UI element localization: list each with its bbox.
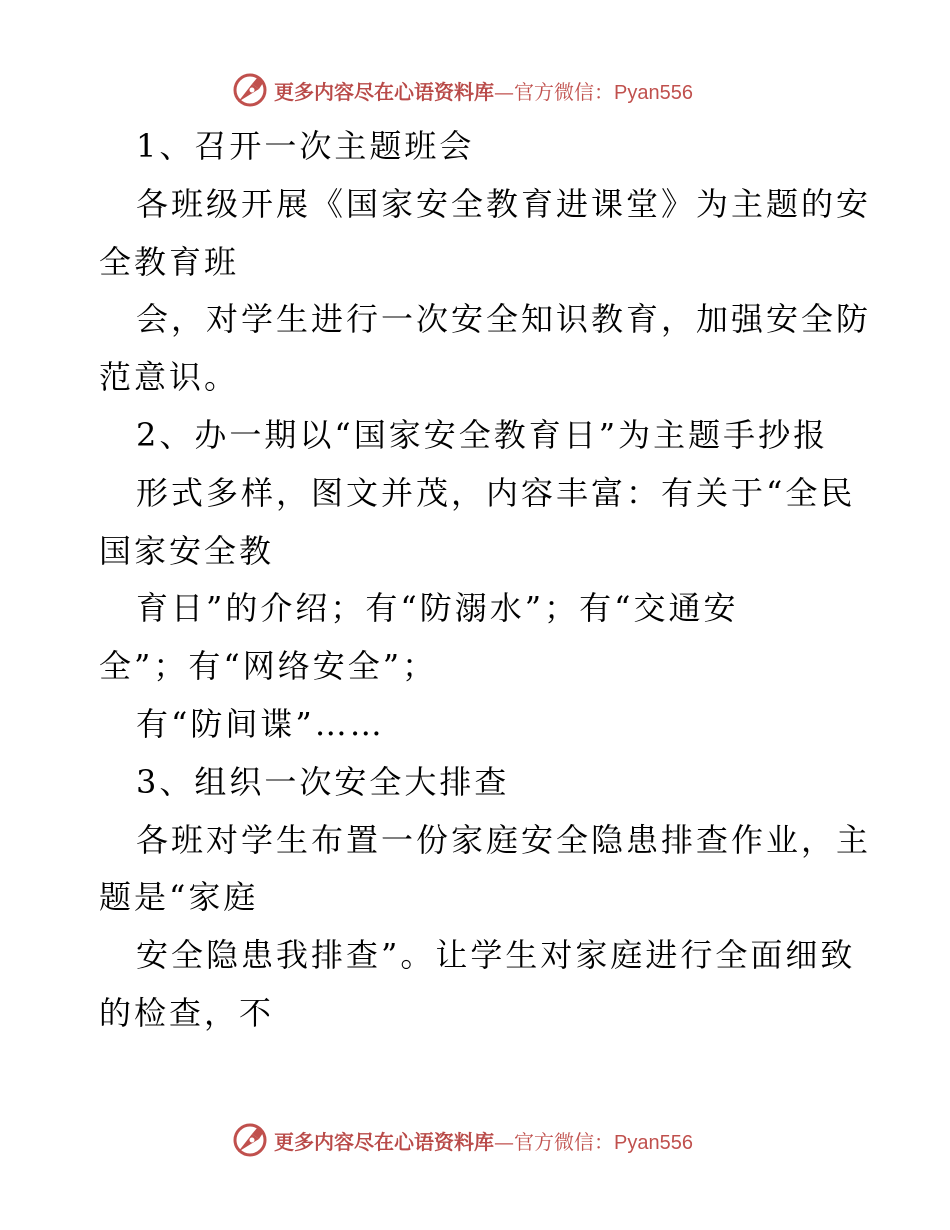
header-brand: 更多内容尽在心语资料库 — [274, 79, 494, 104]
paragraph-line: 育日”的介绍；有“防溺水”；有“交通安 — [136, 589, 739, 628]
paragraph-line: 国家安全教 — [99, 531, 275, 570]
paragraph-line: 范意识。 — [99, 358, 240, 397]
footer-brand: 更多内容尽在心语资料库 — [274, 1129, 494, 1154]
header-wechat-id: Pyan556 — [614, 81, 693, 104]
header-dash: — — [494, 79, 514, 104]
document-body — [99, 118, 872, 1043]
paragraph-line: 各班级开展《国家安全教育进课堂》为主题的安 — [136, 184, 872, 223]
paragraph-line: 题是“家庭 — [99, 878, 259, 917]
header-banner — [232, 70, 693, 110]
header-official: 官方微信： — [514, 79, 614, 104]
footer-dash: — — [494, 1129, 514, 1154]
heading-1: 1、召开一次主题班会 — [136, 127, 475, 165]
paragraph-line: 会，对学生进行一次安全知识教育，加强安全防 — [136, 300, 872, 339]
header-text — [274, 76, 693, 105]
pen-nib-logo-icon — [232, 1122, 268, 1158]
paragraph-line: 全”；有“网络安全”； — [99, 647, 438, 686]
paragraph-line: 形式多样，图文并茂，内容丰富：有关于“全民 — [136, 473, 856, 512]
paragraph-line: 全教育班 — [99, 242, 240, 281]
heading-3: 3、组织一次安全大排查 — [136, 762, 510, 801]
paragraph-line: 各班对学生布置一份家庭安全隐患排查作业，主 — [136, 820, 872, 859]
footer-wechat-id: Pyan556 — [614, 1131, 693, 1154]
footer-text — [274, 1126, 693, 1155]
footer-official: 官方微信： — [514, 1129, 614, 1154]
paragraph-line: 的检查，不 — [99, 993, 275, 1032]
pen-nib-logo-icon — [232, 72, 268, 108]
footer-banner — [232, 1120, 693, 1160]
paragraph-line: 有“防间谍”…… — [136, 704, 385, 743]
paragraph-line: 安全隐患我排查”。让学生对家庭进行全面细致 — [136, 936, 856, 975]
heading-2: 2、办一期以“国家安全教育日”为主题手抄报 — [136, 415, 829, 454]
